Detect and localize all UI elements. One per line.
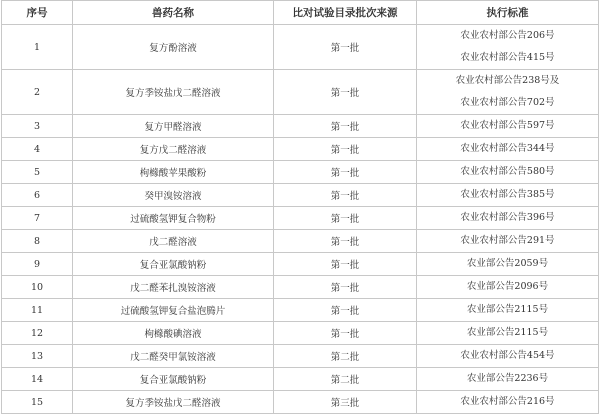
- table-row: [2, 115, 599, 138]
- table-row: [2, 230, 599, 253]
- cell-serial-number: 12: [2, 322, 73, 345]
- standard-line: 农业部公告2096号: [466, 281, 549, 292]
- cell-standard: [417, 138, 599, 161]
- table-row: [2, 184, 599, 207]
- standard-line: 农业农村部公告454号: [460, 350, 555, 361]
- cell-batch-source: 第一批: [274, 322, 417, 345]
- table-row: [2, 161, 599, 184]
- cell-drug-name: 戊二醛溶液: [73, 230, 274, 253]
- standard-line: 农业农村部公告580号: [460, 166, 555, 177]
- standard-line: 农业部公告2115号: [466, 304, 549, 315]
- cell-batch-source: 第一批: [274, 253, 417, 276]
- cell-standard: [417, 391, 599, 414]
- table-row: [2, 253, 599, 276]
- cell-batch-source: 第二批: [274, 368, 417, 391]
- cell-serial-number: 13: [2, 345, 73, 368]
- cell-standard: [417, 161, 599, 184]
- table-row: [2, 70, 599, 115]
- cell-drug-name: 复合亚氯酸钠粉: [73, 253, 274, 276]
- standard-line: 农业农村部公告344号: [460, 143, 555, 154]
- cell-serial-number: 11: [2, 299, 73, 322]
- cell-drug-name: 枸橼酸碘溶液: [73, 322, 274, 345]
- drug-standards-table-container: [1, 0, 598, 414]
- table-row: [2, 276, 599, 299]
- cell-standard: [417, 322, 599, 345]
- cell-drug-name: 复方戊二醛溶液: [73, 138, 274, 161]
- cell-standard: [417, 276, 599, 299]
- table-row: [2, 345, 599, 368]
- table-header-row: [2, 1, 599, 25]
- standard-line: 农业部公告2059号: [466, 258, 549, 269]
- table-row: [2, 299, 599, 322]
- cell-serial-number: 1: [2, 25, 73, 70]
- cell-serial-number: 10: [2, 276, 73, 299]
- cell-standard: [417, 299, 599, 322]
- standard-line: 农业农村部公告597号: [460, 120, 555, 131]
- cell-batch-source: 第三批: [274, 391, 417, 414]
- cell-standard: [417, 230, 599, 253]
- cell-drug-name: 过硫酸氢钾复合物粉: [73, 207, 274, 230]
- standard-line: 农业农村部公告396号: [460, 212, 555, 223]
- table-row: [2, 391, 599, 414]
- cell-batch-source: 第一批: [274, 161, 417, 184]
- cell-drug-name: 癸甲溴铵溶液: [73, 184, 274, 207]
- standard-line: 农业农村部公告216号: [460, 396, 555, 407]
- table-row: [2, 25, 599, 70]
- standard-line: 农业农村部公告415号: [460, 52, 555, 63]
- standard-line: 农业部公告2115号: [466, 327, 549, 338]
- cell-drug-name: 枸橼酸苹果酸粉: [73, 161, 274, 184]
- standard-line: 农业农村部公告238号及: [455, 75, 560, 86]
- cell-drug-name: 复方甲醛溶液: [73, 115, 274, 138]
- cell-standard: [417, 345, 599, 368]
- cell-serial-number: 2: [2, 70, 73, 115]
- cell-serial-number: 3: [2, 115, 73, 138]
- cell-standard: [417, 115, 599, 138]
- cell-standard: [417, 368, 599, 391]
- cell-drug-name: 复方酚溶液: [73, 25, 274, 70]
- cell-batch-source: 第一批: [274, 276, 417, 299]
- cell-serial-number: 6: [2, 184, 73, 207]
- cell-batch-source: 第一批: [274, 138, 417, 161]
- cell-serial-number: 9: [2, 253, 73, 276]
- cell-drug-name: 过硫酸氢钾复合盐泡腾片: [73, 299, 274, 322]
- cell-batch-source: 第一批: [274, 70, 417, 115]
- cell-batch-source: 第一批: [274, 230, 417, 253]
- cell-batch-source: 第二批: [274, 345, 417, 368]
- header-serial-number: 序号: [2, 1, 73, 25]
- standard-line: 农业农村部公告702号: [460, 97, 555, 108]
- cell-standard: [417, 25, 599, 70]
- standard-line: 农业部公告2236号: [466, 373, 549, 384]
- standard-line: 农业农村部公告385号: [460, 189, 555, 200]
- header-drug-name: 兽药名称: [73, 1, 274, 25]
- cell-serial-number: 7: [2, 207, 73, 230]
- cell-batch-source: 第一批: [274, 299, 417, 322]
- table-row: [2, 322, 599, 345]
- cell-batch-source: 第一批: [274, 184, 417, 207]
- cell-batch-source: 第一批: [274, 115, 417, 138]
- cell-standard: [417, 184, 599, 207]
- cell-serial-number: 15: [2, 391, 73, 414]
- header-standard: 执行标准: [417, 1, 599, 25]
- cell-drug-name: 戊二醛癸甲氯铵溶液: [73, 345, 274, 368]
- cell-batch-source: 第一批: [274, 25, 417, 70]
- table-row: [2, 138, 599, 161]
- cell-drug-name: 复合亚氯酸钠粉: [73, 368, 274, 391]
- cell-serial-number: 5: [2, 161, 73, 184]
- cell-serial-number: 4: [2, 138, 73, 161]
- table-body: [2, 25, 599, 414]
- cell-serial-number: 8: [2, 230, 73, 253]
- cell-standard: [417, 70, 599, 115]
- cell-serial-number: 14: [2, 368, 73, 391]
- cell-standard: [417, 207, 599, 230]
- cell-drug-name: 复方季铵盐戊二醛溶液: [73, 70, 274, 115]
- table-row: [2, 368, 599, 391]
- cell-drug-name: 戊二醛苯扎溴铵溶液: [73, 276, 274, 299]
- table-row: [2, 207, 599, 230]
- cell-drug-name: 复方季铵盐戊二醛溶液: [73, 391, 274, 414]
- drug-standards-table: [1, 0, 599, 414]
- cell-standard: [417, 253, 599, 276]
- standard-line: 农业农村部公告291号: [460, 235, 555, 246]
- header-batch-source: 比对试验目录批次来源: [274, 1, 417, 25]
- cell-batch-source: 第一批: [274, 207, 417, 230]
- standard-line: 农业农村部公告206号: [460, 30, 555, 41]
